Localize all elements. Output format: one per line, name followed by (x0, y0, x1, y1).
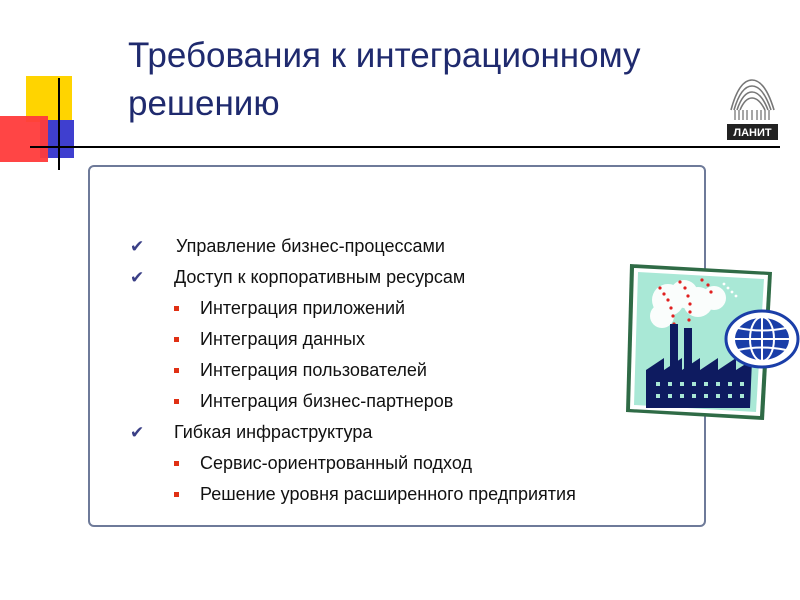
sub-bullet-item (130, 293, 690, 324)
globe-icon (724, 309, 800, 369)
lanit-logo (725, 70, 780, 142)
sub-bullet-item (130, 355, 690, 386)
bullet-list (130, 231, 690, 510)
red-square-bullet-icon (174, 368, 179, 373)
sub-bullet-text: Интеграция приложений (200, 298, 406, 318)
corner-decoration (0, 0, 110, 170)
sub-bullet-item (130, 448, 690, 479)
sub-bullet-item (130, 386, 690, 417)
bullet-text: Управление бизнес-процессами (176, 236, 445, 256)
red-square-bullet-icon (174, 461, 179, 466)
sub-bullet-text: Интеграция бизнес-партнеров (200, 391, 454, 411)
sub-bullet-text: Решение уровня расширенного предприятия (200, 484, 576, 504)
bullet-text: Доступ к корпоративным ресурсам (174, 267, 466, 287)
red-square-bullet-icon (174, 399, 179, 404)
red-square-bullet-icon (174, 337, 179, 342)
slide-title (128, 32, 728, 128)
red-square-bullet-icon (174, 306, 179, 311)
logo-text: ЛАНИТ (733, 127, 772, 139)
slide-title-line-2: решению (128, 84, 280, 123)
sub-bullet-text: Сервис-ориентрованный подход (200, 453, 472, 473)
red-square-bullet-icon (174, 492, 179, 497)
sub-bullet-item (130, 324, 690, 355)
sub-bullet-text: Интеграция данных (200, 329, 365, 349)
bullet-item (130, 231, 690, 262)
check-mark-icon: ✔ (130, 237, 145, 256)
bullet-text: Гибкая инфраструктура (174, 422, 373, 442)
sub-bullet-text: Интеграция пользователей (200, 360, 427, 380)
title-divider (30, 146, 780, 148)
bullet-item (130, 417, 690, 448)
slide-title-line-1: Требования к интеграционному (128, 36, 641, 75)
check-mark-icon: ✔ (130, 268, 145, 287)
check-mark-icon: ✔ (130, 423, 145, 442)
sub-bullet-item (130, 479, 690, 510)
bullet-item (130, 262, 690, 293)
